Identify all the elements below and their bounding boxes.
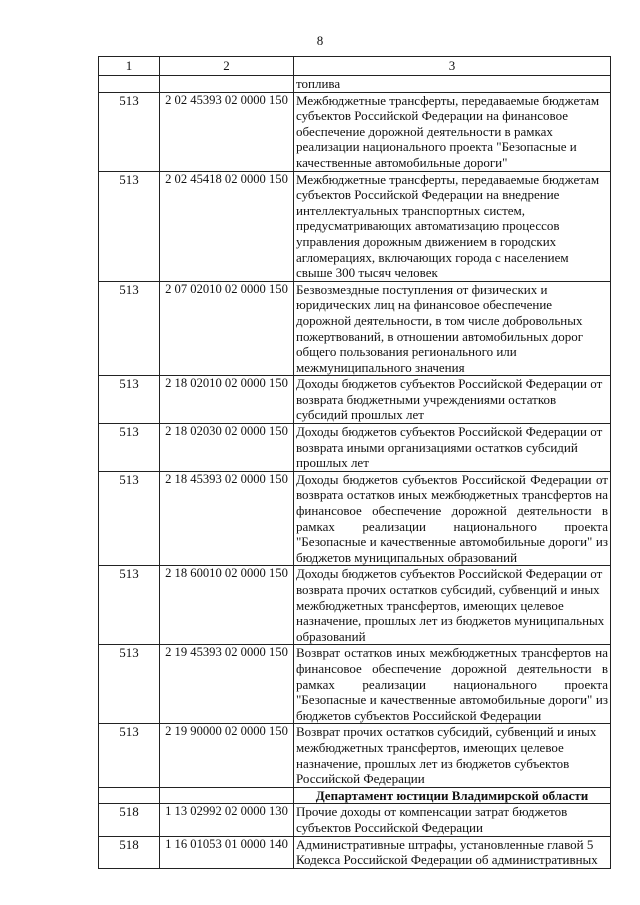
header-col-3: 3 bbox=[294, 57, 611, 76]
table-row bbox=[99, 376, 611, 424]
revenue-code: 2 07 02010 02 0000 150 bbox=[160, 281, 294, 376]
department-heading: Департамент юстиции Владимирской области bbox=[294, 787, 611, 804]
revenue-code: 2 18 60010 02 0000 150 bbox=[160, 566, 294, 645]
admin-code: 513 bbox=[99, 471, 160, 566]
revenue-name: Межбюджетные трансферты, передаваемые бюджетам субъектов Российской Федерации на финансовое обеспечение дорожной деятельности в рамках реализации национального проекта "Безопасные и качественные автомобильные дороги" bbox=[294, 92, 611, 171]
empty-cell bbox=[160, 787, 294, 804]
admin-code bbox=[99, 76, 160, 93]
table-row bbox=[99, 281, 611, 376]
header-row bbox=[99, 57, 611, 76]
revenue-code: 2 19 45393 02 0000 150 bbox=[160, 645, 294, 724]
revenue-name: Безвозмездные поступления от физических и юридических лиц на финансовое обеспечение дорожной деятельности, в том числе добровольных пожертвований, в отношении автомобильных дорог общего пользования регионального или межмуниципального значения bbox=[294, 281, 611, 376]
revenue-code: 2 18 02030 02 0000 150 bbox=[160, 424, 294, 472]
admin-code: 513 bbox=[99, 376, 160, 424]
table-row bbox=[99, 92, 611, 171]
table-row bbox=[99, 471, 611, 566]
revenue-code: 1 16 01053 01 0000 140 bbox=[160, 836, 294, 868]
department-row bbox=[99, 787, 611, 804]
admin-code: 513 bbox=[99, 424, 160, 472]
admin-code: 513 bbox=[99, 281, 160, 376]
revenue-name: Возврат остатков иных межбюджетных трансфертов на финансовое обеспечение дорожной деятельности в рамках реализации национального проекта "Безопасные и качественные автомобильные дороги" из бюджетов субъектов Российской Федерации bbox=[294, 645, 611, 724]
admin-code: 513 bbox=[99, 645, 160, 724]
empty-cell bbox=[99, 787, 160, 804]
revenue-code: 2 18 45393 02 0000 150 bbox=[160, 471, 294, 566]
revenue-name: Доходы бюджетов субъектов Российской Федерации от возврата иными организациями остатков субсидий прошлых лет bbox=[294, 424, 611, 472]
table-row bbox=[99, 645, 611, 724]
revenue-name: Прочие доходы от компенсации затрат бюджетов субъектов Российской Федерации bbox=[294, 804, 611, 836]
admin-code: 518 bbox=[99, 804, 160, 836]
table-row bbox=[99, 566, 611, 645]
revenue-name: Межбюджетные трансферты, передаваемые бюджетам субъектов Российской Федерации на внедрение интеллектуальных транспортных систем, предусматривающих автоматизацию процессов управления дорожным движением в городских агломерациях, включающих города с населением свыше 300 тысяч человек bbox=[294, 171, 611, 281]
table-row bbox=[99, 76, 611, 93]
admin-code: 518 bbox=[99, 836, 160, 868]
page-number: 8 bbox=[316, 33, 324, 48]
revenue-name: Административные штрафы, установленные главой 5 Кодекса Российской Федерации об административных bbox=[294, 836, 611, 868]
admin-code: 513 bbox=[99, 171, 160, 281]
header-col-1: 1 bbox=[99, 57, 160, 76]
revenue-code: 2 02 45418 02 0000 150 bbox=[160, 171, 294, 281]
table-row bbox=[99, 724, 611, 787]
revenue-name: Доходы бюджетов субъектов Российской Федерации от возврата остатков иных межбюджетных трансфертов на финансовое обеспечение дорожной деятельности в рамках реализации национального проекта "Безопасные и качественные автомобильные дороги" из бюджетов муниципальных образований bbox=[294, 471, 611, 566]
admin-code: 513 bbox=[99, 724, 160, 787]
header-col-2: 2 bbox=[160, 57, 294, 76]
table-row bbox=[99, 836, 611, 868]
revenue-name: Возврат прочих остатков субсидий, субвенций и иных межбюджетных трансфертов, имеющих целевое назначение, прошлых лет из бюджетов субъектов Российской Федерации bbox=[294, 724, 611, 787]
table-row bbox=[99, 171, 611, 281]
revenue-code: 1 13 02992 02 0000 130 bbox=[160, 804, 294, 836]
revenue-name: топлива bbox=[294, 76, 611, 93]
revenue-codes-table bbox=[98, 56, 611, 869]
table-row bbox=[99, 424, 611, 472]
admin-code: 513 bbox=[99, 92, 160, 171]
revenue-code bbox=[160, 76, 294, 93]
revenue-code: 2 02 45393 02 0000 150 bbox=[160, 92, 294, 171]
revenue-code: 2 19 90000 02 0000 150 bbox=[160, 724, 294, 787]
revenue-name: Доходы бюджетов субъектов Российской Федерации от возврата бюджетными учреждениями остатков субсидий прошлых лет bbox=[294, 376, 611, 424]
admin-code: 513 bbox=[99, 566, 160, 645]
revenue-code: 2 18 02010 02 0000 150 bbox=[160, 376, 294, 424]
table-row bbox=[99, 804, 611, 836]
revenue-name: Доходы бюджетов субъектов Российской Федерации от возврата прочих остатков субсидий, субвенций и иных межбюджетных трансфертов, имеющих целевое назначение, прошлых лет из бюджетов муниципальных образований bbox=[294, 566, 611, 645]
